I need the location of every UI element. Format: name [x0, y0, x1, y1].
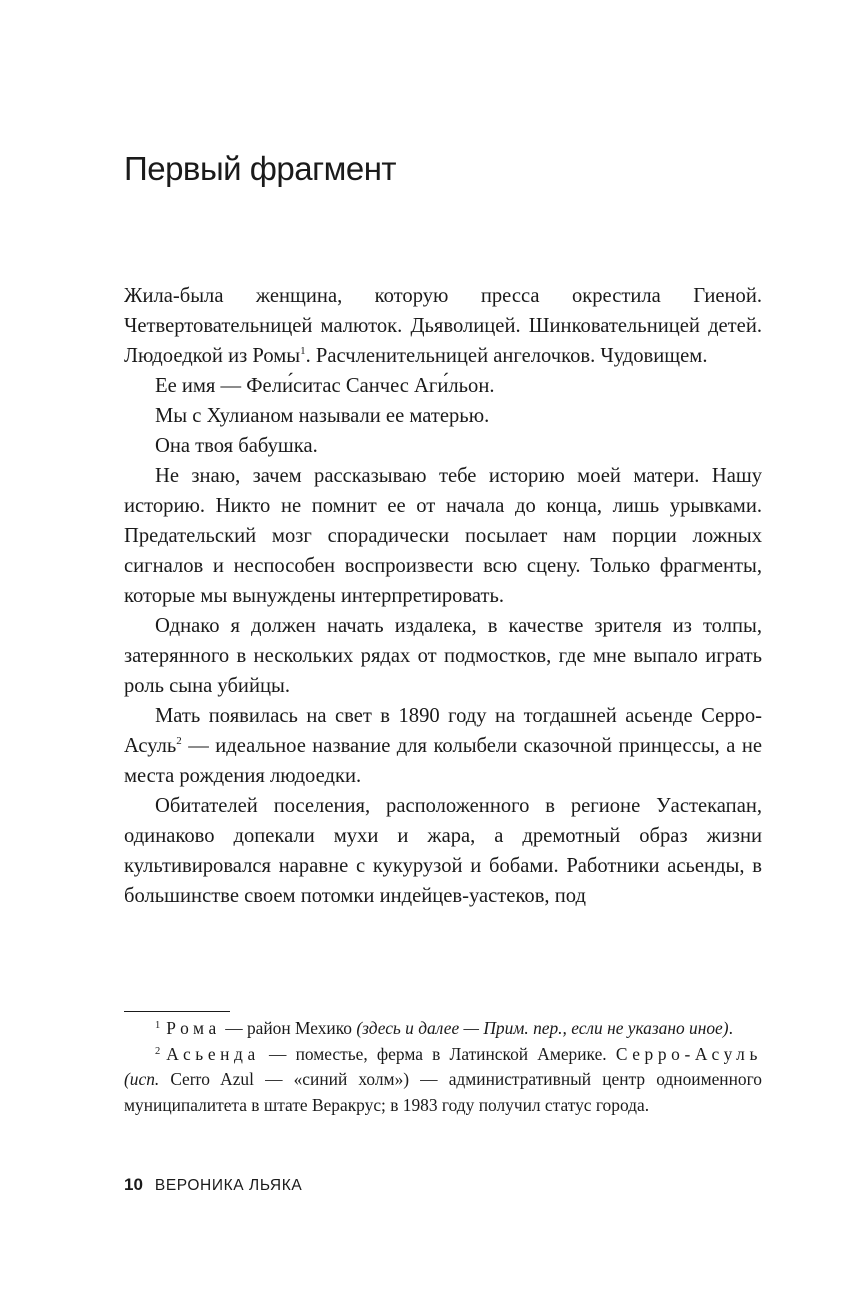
main-text [124, 281, 762, 911]
paragraph: Жила-была женщина, которую пресса окрестила Гиеной. Четвертовательницей малюток. Дьяволицей. Шинковательницей детей. Людоедкой из Ромы$^1$. Расчленительницей ангелочков. Чудовищем. [124, 285, 762, 367]
footnote-mark: 2 [155, 1045, 161, 1057]
footnote-term: Асьенда [166, 1043, 260, 1064]
page-footer [124, 1175, 302, 1195]
paragraph: Ее имя — Фели́ситас Санчес Аги́льон. [155, 375, 495, 397]
footnote-ref-1[interactable]: 1 [300, 345, 306, 357]
footnotes [124, 1016, 762, 1118]
footnote-term: Рома [166, 1018, 221, 1038]
paragraph: Однако я должен начать издалека, в качестве зрителя из толпы, затерянного в нескольких рядах от подмостков, где мне выпало играть роль сына убийцы. [124, 615, 762, 697]
paragraph: Мы с Хулианом называли ее матерью. [155, 405, 490, 427]
paragraph: Мать появилась на свет в 1890 году на тогдашней асьенде Серро-Асуль$^2$ — идеальное название для колыбели сказочной принцессы, а не места рождения людоедки. [124, 705, 762, 787]
footnote-1: $^1$ Рома — район Мехико (здесь и далее — Прим. пер., если не указано иное). [155, 1018, 733, 1038]
running-author: ВЕРОНИКА ЛЬЯКА [154, 1177, 303, 1194]
footnote-note: (здесь и далее — Прим. пер., если не указано иное) [356, 1018, 729, 1038]
paragraph: Обитателей поселения, расположенного в регионе Уастекапан, одинаково допекали мухи и жара, а дремотный образ жизни культивировался наравне с кукурузой и бобами. Работники асьенды, в большинстве своем потомки индейцев-уастеков, под [124, 795, 762, 907]
page-number: 10 [124, 1175, 143, 1194]
footnote-2: $^2$ Асьенда — поместье, ферма в Латинской Америке. Серро-Асуль (исп. Cerro Azul — «синий холм») — административный центр одноименного муниципалитета в штате Веракрус; в 1983 году получил статус города. [124, 1043, 762, 1115]
footnote-ref-2[interactable]: 2 [176, 735, 182, 747]
chapter-title: Первый фрагмент [124, 150, 397, 187]
footnote-term: Серро-Асуль [615, 1043, 762, 1064]
paragraph: Не знаю, зачем рассказываю тебе историю моей матери. Нашу историю. Никто не помнит ее от начала до конца, лишь урывками. Предательский мозг спорадически посылает нам порции ложных сигналов и неспособен воспроизвести всю сцену. Только фрагменты, которые мы вынуждены интерпретировать. [124, 465, 762, 607]
footnote-abbr: (исп. [124, 1069, 160, 1089]
paragraph: Она твоя бабушка. [155, 435, 318, 457]
footnote-divider [124, 1011, 230, 1012]
footnote-mark: 1 [155, 1020, 161, 1031]
